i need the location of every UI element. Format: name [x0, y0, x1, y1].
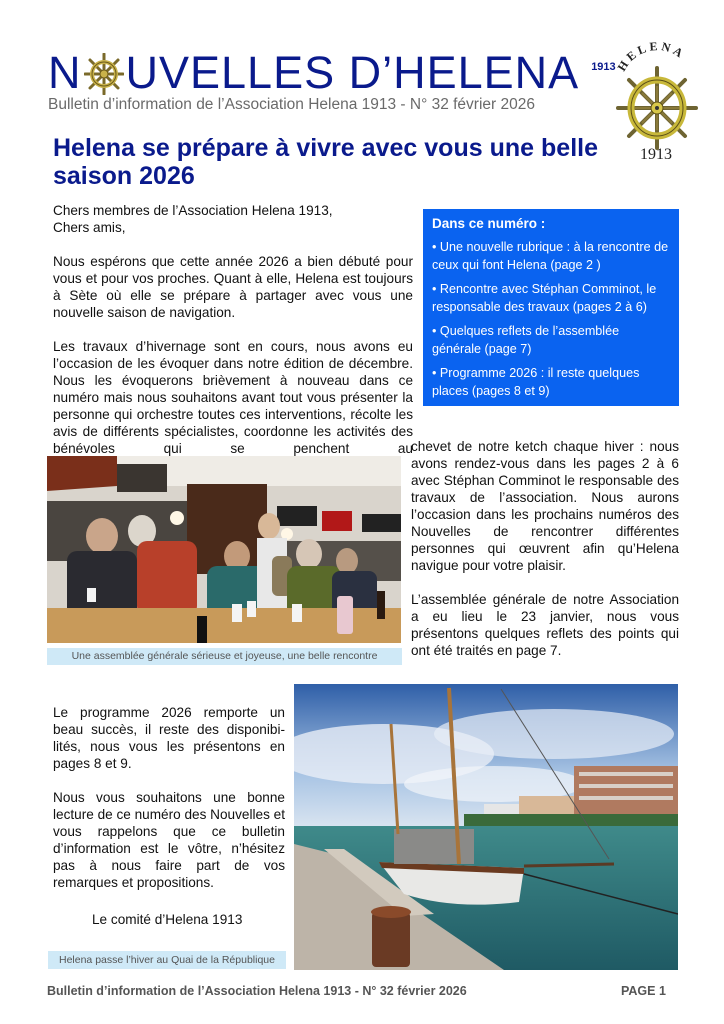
harbor-photo-caption: Helena passe l’hiver au Quai de la République [48, 951, 286, 969]
closing-paragraph-2: Nous vous souhaitons une bonne lecture de ce numéro des Nouvelles et vous rappelons que ce bulletin d’information est le vôtre, n’hésitez pas à nous faire part de vos remarques et propositions. [53, 790, 285, 890]
headline: Helena se prépare à vivre avec vous une belle saison 2026 [53, 134, 598, 190]
masthead-title-prefix: N [48, 47, 82, 98]
toc-item: • Une nouvelle rubrique : à la rencontre de ceux qui font Helena (page 2 ) [432, 240, 669, 272]
intro-paragraph-2: Les travaux d’hivernage sont en cours, nous avons eu l’occasion de les évoquer dans notre édition de décembre. Nous les évoquerons brièvement à nouveau dans ce numéro mais nous souhaitons avant tout vous présenter la personne qui orchestre toutes ces interventions, récolte les avis de différents spécialistes, coordonne les activités des bénévoles qui se penchent au [53, 339, 413, 456]
svg-text:HELENA [615, 39, 689, 74]
toc-title: Dans ce numéro : [432, 216, 546, 231]
masthead-subtitle: Bulletin d’information de l’Association Helena 1913 - N° 32 février 2026 [48, 96, 535, 113]
assembly-photo-caption: Une assemblée générale sérieuse et joyeuse, une belle rencontre [47, 648, 402, 665]
continuation-column [411, 438, 679, 676]
greeting [53, 202, 413, 236]
footer-page-number: PAGE 1 [621, 984, 666, 998]
continuation-paragraph-1: chevet de notre ketch chaque hiver : nous avons rendez-vous dans les pages 2 à 6 avec Stéphan Comminot le responsable des travaux de l’association. Nous aurons l’occasion dans les prochains numéros des Nouvelles de rencontrer différentes personnes qui œuvrent afin qu’Helena navigue pour votre plaisir. [411, 439, 679, 573]
masthead-title [48, 42, 616, 98]
logo-year: 1913 [640, 146, 672, 163]
intro-paragraph-1: Nous espérons que cette année 2026 a bien débuté pour vous et pour vos proches. Quant à elle, Helena est toujours à Sète où elle se prépare à partager avec vous une nouvelle saison de navigation. [53, 254, 413, 320]
toc-item: • Quelques reflets de l’assemblée générale (page 7) [432, 324, 620, 356]
assembly-photo [47, 456, 401, 643]
intro-column [53, 202, 413, 457]
logo-name: HELENA [614, 38, 689, 74]
footer-bulletin-info: Bulletin d’information de l’Association Helena 1913 - N° 32 février 2026 [47, 984, 467, 998]
masthead-title-rest: UVELLES D’HELENA [125, 47, 580, 98]
masthead-year: 1913 [591, 61, 616, 73]
helena-logo [608, 38, 704, 170]
continuation-paragraph-2: L’assemblée générale de notre Association a eu lieu le 23 janvier, nous vous présentons quelques reflets des points qui ont été traités en page 7. [411, 592, 679, 658]
toc-item: • Programme 2026 : il reste quelques places (pages 8 et 9) [432, 366, 640, 398]
greeting-line-2: Chers amis, [53, 220, 126, 235]
greeting-line-1: Chers membres de l’Association Helena 1913, [53, 203, 333, 218]
closing-paragraph-1: Le programme 2026 remporte un beau succès, il reste des disponibilités, nous vous les présentons en pages 8 et 9. [53, 705, 285, 771]
harbor-photo [294, 684, 678, 970]
ship-wheel-icon [84, 53, 124, 95]
signature: Le comité d’Helena 1913 [92, 912, 243, 927]
toc-box [423, 209, 679, 406]
closing-column [53, 704, 285, 908]
toc-item: • Rencontre avec Stéphan Comminot, le responsable des travaux (pages 2 à 6) [432, 282, 657, 314]
